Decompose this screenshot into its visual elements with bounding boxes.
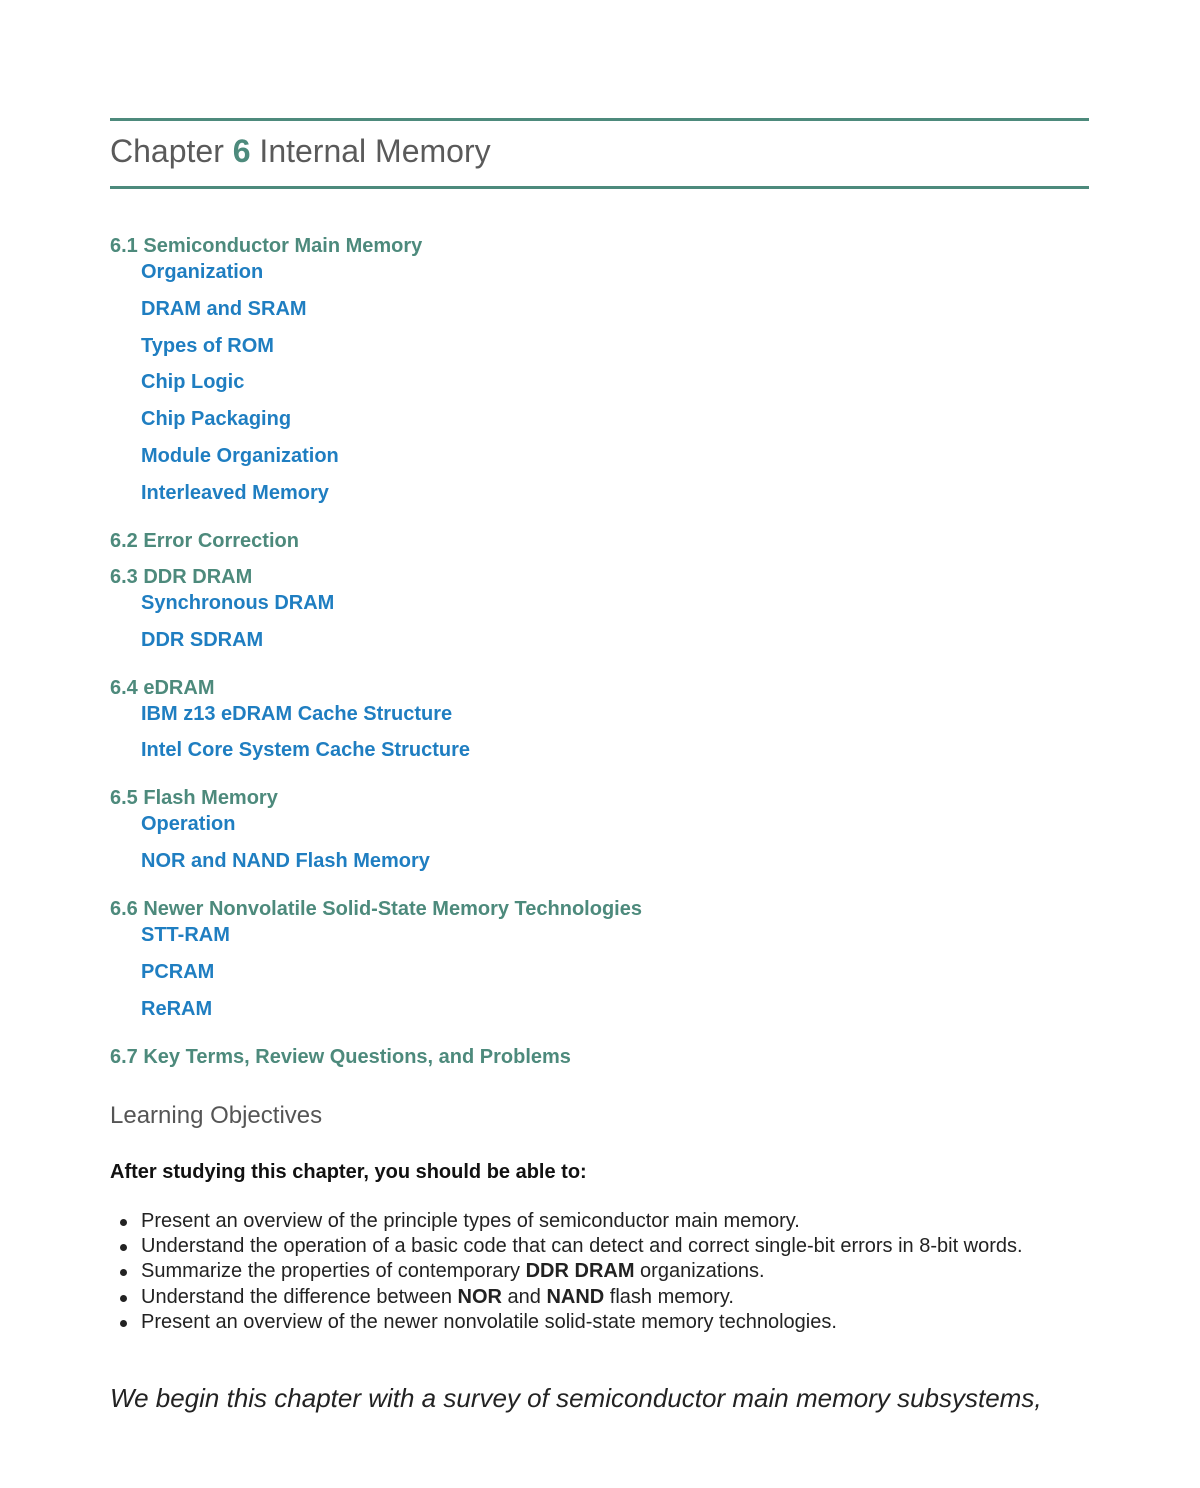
toc-subsection-list — [141, 812, 1090, 873]
toc-section-link[interactable]: 6.7 Key Terms, Review Questions, and Problems — [110, 1045, 571, 1068]
toc-section-link[interactable]: 6.1 Semiconductor Main Memory — [110, 235, 423, 257]
chapter-number: 6 — [232, 133, 251, 169]
top-rule — [110, 118, 1089, 121]
toc-subsection-link[interactable]: Interleaved Memory — [141, 481, 329, 504]
objective-text: Understand the difference between — [141, 1285, 458, 1308]
objective-text: organizations. — [634, 1260, 765, 1283]
toc-section — [110, 897, 1090, 1021]
toc-section — [110, 676, 1090, 763]
objective-item — [120, 1234, 1080, 1259]
chapter-title — [110, 133, 491, 170]
toc-section — [110, 1045, 1090, 1069]
toc-subsection-link[interactable]: Types of ROM — [141, 334, 274, 357]
toc-subsection-link[interactable]: Intel Core System Cache Structure — [141, 739, 470, 762]
toc-subsection-link[interactable]: Operation — [141, 813, 236, 836]
chapter-name: Internal Memory — [259, 133, 491, 169]
closing-paragraph: We begin this chapter with a survey of semiconductor main memory subsystems, — [110, 1383, 1042, 1413]
table-of-contents — [110, 234, 1090, 1069]
toc-subsection-link[interactable]: DRAM and SRAM — [141, 297, 307, 320]
toc-subsection-link[interactable]: IBM z13 eDRAM Cache Structure — [141, 702, 453, 725]
objective-item — [120, 1209, 1080, 1234]
toc-subsection-list — [141, 923, 1090, 1021]
learning-objectives-list — [120, 1209, 1080, 1335]
bullet-icon — [120, 1295, 127, 1302]
toc-subsection-link[interactable]: Organization — [141, 261, 264, 283]
objective-text: Summarize the properties of contemporary — [141, 1260, 526, 1283]
objective-text: and — [501, 1285, 547, 1308]
objective-text: Present an overview of the newer nonvolatile solid-state memory technologies. — [141, 1310, 837, 1333]
bottom-rule — [110, 186, 1089, 189]
objective-bold-text: DDR DRAM — [525, 1260, 635, 1283]
chapter-prefix: Chapter — [110, 133, 224, 169]
learning-objectives-intro: After studying this chapter, you should be able to: — [110, 1161, 587, 1183]
toc-subsection-list — [141, 591, 1090, 652]
toc-section — [110, 529, 1090, 553]
objective-item — [120, 1310, 1080, 1335]
objective-item — [120, 1259, 1080, 1284]
bullet-icon — [120, 1320, 127, 1327]
toc-subsection-list — [141, 260, 1090, 505]
toc-subsection-link[interactable]: ReRAM — [141, 997, 213, 1020]
toc-subsection-link[interactable]: Chip Logic — [141, 371, 245, 394]
learning-objectives-heading: Learning Objectives — [110, 1102, 323, 1129]
bullet-icon — [120, 1244, 127, 1251]
bullet-icon — [120, 1269, 127, 1276]
bullet-icon — [120, 1219, 127, 1226]
toc-subsection-link[interactable]: Synchronous DRAM — [141, 591, 335, 614]
toc-subsection-list — [141, 702, 1090, 763]
toc-subsection-link[interactable]: DDR SDRAM — [141, 628, 264, 651]
toc-subsection-link[interactable]: Chip Packaging — [141, 408, 292, 431]
toc-section-link[interactable]: 6.3 DDR DRAM — [110, 565, 253, 588]
toc-section-link[interactable]: 6.4 eDRAM — [110, 676, 215, 699]
objective-text: flash memory. — [604, 1285, 734, 1308]
toc-section-link[interactable]: 6.6 Newer Nonvolatile Solid-State Memory Technologies — [110, 898, 642, 921]
objective-text: Present an overview of the principle types of semiconductor main memory. — [141, 1210, 800, 1232]
toc-section — [110, 565, 1090, 652]
toc-subsection-link[interactable]: NOR and NAND Flash Memory — [141, 850, 430, 873]
toc-section-link[interactable]: 6.5 Flash Memory — [110, 787, 278, 810]
objective-text: Understand the operation of a basic code that can detect and correct single-bit errors in 8-bit words. — [141, 1235, 1023, 1258]
toc-subsection-link[interactable]: PCRAM — [141, 960, 215, 983]
toc-subsection-link[interactable]: STT-RAM — [141, 924, 230, 947]
toc-section — [110, 786, 1090, 873]
objective-bold-text: NOR — [457, 1285, 502, 1308]
objective-item — [120, 1285, 1080, 1310]
toc-section — [110, 234, 1090, 505]
toc-subsection-link[interactable]: Module Organization — [141, 444, 339, 467]
toc-section-link[interactable]: 6.2 Error Correction — [110, 529, 299, 552]
objective-bold-text: NAND — [546, 1285, 605, 1308]
